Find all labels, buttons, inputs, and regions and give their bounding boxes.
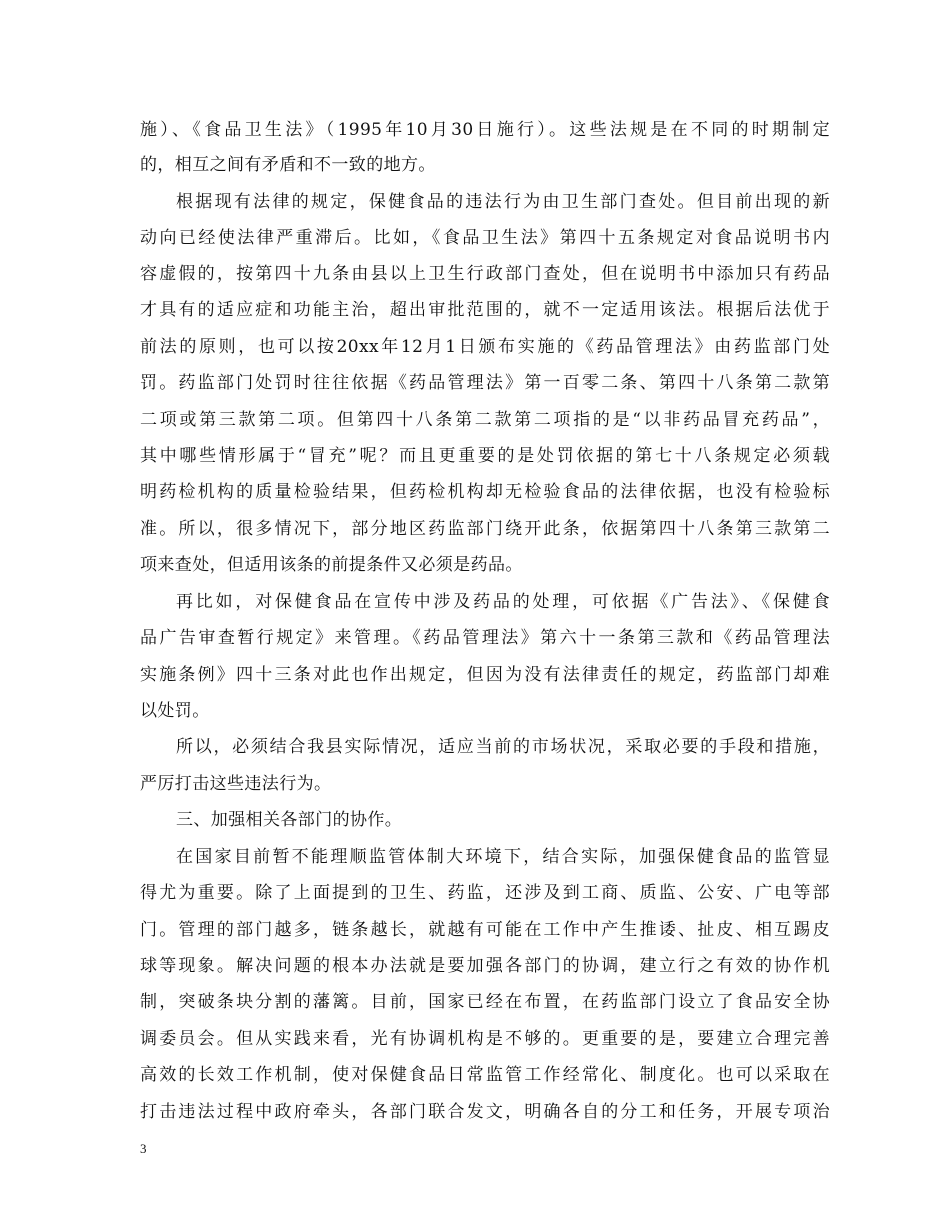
text-line: 明药检机构的质量检验结果，但药检机构却无检验食品的法律依据，也没有检验标 xyxy=(140,482,830,502)
text-line: 二项或第三款第二项。但第四十八条第二款第二项指的是“以非药品冒充药品”， xyxy=(140,410,830,430)
text-line: 打击违法过程中政府牵头，各部门联合发文，明确各自的分工和任务，开展专项治 xyxy=(140,1102,830,1122)
text-line: 罚。药监部门处罚时往往依据《药品管理法》第一百零二条、第四十八条第二款第 xyxy=(140,373,830,393)
text-line: 前法的原则，也可以按20xx年12月1日颁布实施的《药品管理法》由药监部门处 xyxy=(140,337,830,357)
text-line: 实施条例》四十三条对此也作出规定，但因为没有法律责任的规定，药监部门却难 xyxy=(140,665,830,685)
text-line: 容虚假的，按第四十九条由县以上卫生行政部门查处，但在说明书中添加只有药品 xyxy=(140,264,830,284)
text-line: 得尤为重要。除了上面提到的卫生、药监，还涉及到工商、质监、公安、广电等部 xyxy=(140,883,830,903)
text-line: 项来查处，但适用该条的前提条件又必须是药品。 xyxy=(140,555,523,575)
text-line: 门。管理的部门越多，链条越长，就越有可能在工作中产生推诿、扯皮、相互踢皮 xyxy=(140,920,830,940)
text-line: 品广告审查暂行规定》来管理。《药品管理法》第六十一条第三款和《药品管理法 xyxy=(140,628,830,648)
page-number: 3 xyxy=(140,1141,147,1156)
text-line: 其中哪些情形属于“冒充”呢？而且更重要的是处罚依据的第七十八条规定必须载 xyxy=(140,446,830,466)
text-line: 制，突破条块分割的藩篱。目前，国家已经在布置，在药监部门设立了食品安全协 xyxy=(140,992,830,1012)
text-line: 的，相互之间有矛盾和不一致的地方。 xyxy=(140,155,436,175)
text-line: 根据现有法律的规定，保健食品的违法行为由卫生部门查处。但目前出现的新 xyxy=(176,192,830,212)
text-line: 施）、《食品卫生法》（1995年10月30日施行）。这些法规是在不同的时期制定 xyxy=(140,120,830,140)
text-line: 所以，必须结合我县实际情况，适应当前的市场状况，采取必要的手段和措施， xyxy=(176,737,830,757)
text-line: 才具有的适应症和功能主治，超出审批范围的，就不一定适用该法。根据后法优于 xyxy=(140,300,830,320)
text-line: 再比如，对保健食品在宣传中涉及药品的处理，可依据《广告法》、《保健食 xyxy=(176,592,830,612)
text-line: 调委员会。但从实践来看，光有协调机构是不够的。更重要的是，要建立合理完善 xyxy=(140,1029,830,1049)
text-line: 以处罚。 xyxy=(140,701,210,721)
section-heading: 三、加强相关各部门的协作。 xyxy=(176,810,403,830)
text-line: 高效的长效工作机制，使对保健食品日常监管工作经常化、制度化。也可以采取在 xyxy=(140,1065,830,1085)
text-line: 动向已经使法律严重滞后。比如，《食品卫生法》第四十五条规定对食品说明书内 xyxy=(140,228,830,248)
text-line: 球等现象。解决问题的根本办法就是要加强各部门的协调，建立行之有效的协作机 xyxy=(140,956,830,976)
text-line: 在国家目前暂不能理顺监管体制大环境下，结合实际，加强保健食品的监管显 xyxy=(176,847,830,867)
text-line: 严厉打击这些违法行为。 xyxy=(140,774,332,794)
text-line: 准。所以，很多情况下，部分地区药监部门绕开此条，依据第四十八条第三款第二 xyxy=(140,519,830,539)
